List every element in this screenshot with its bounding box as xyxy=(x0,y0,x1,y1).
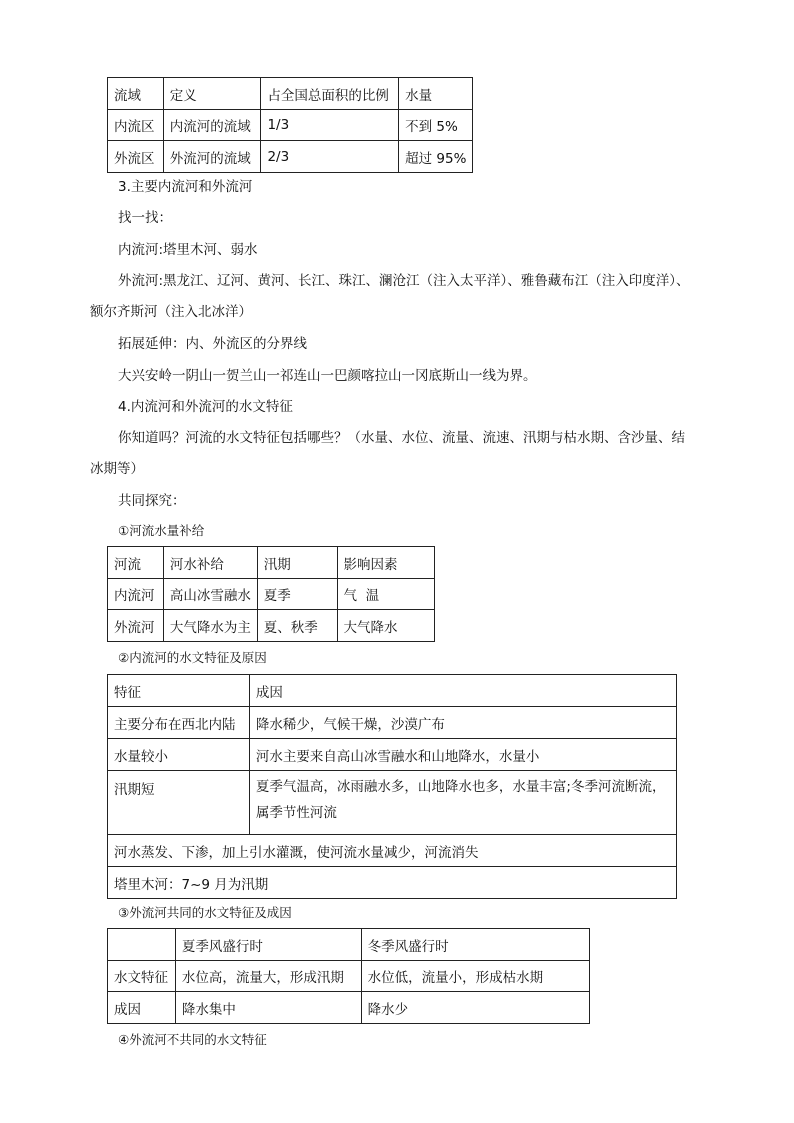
extend-title: 拓展延伸：内、外流区的分界线 xyxy=(118,336,307,352)
table-header-cell: 影响因素 xyxy=(337,547,435,579)
table-header-row xyxy=(108,675,677,707)
table-cell: 水量较小 xyxy=(108,739,250,771)
table-header-cell: 水量 xyxy=(399,78,473,110)
table-cell: 高山冰雪融水 xyxy=(163,579,257,610)
table-cell: 不到 5% xyxy=(399,110,473,141)
table-cell: 夏、秋季 xyxy=(257,610,337,642)
table-row xyxy=(108,835,677,867)
table-header-cell: 汛期 xyxy=(257,547,337,579)
section-3-title: 3.主要内流河和外流河 xyxy=(118,179,253,195)
explore-prompt: 共同探究： xyxy=(118,493,186,509)
table-cell: 外流河的流域 xyxy=(163,141,261,173)
table-cell: 成因 xyxy=(108,992,176,1024)
table-header-row xyxy=(108,547,435,579)
table-header-cell: 特征 xyxy=(108,675,250,707)
table-cell: 夏季气温高，冰雨融水多，山地降水也多，水量丰富;冬季河流断流，属季节性河流 xyxy=(249,771,676,835)
table-cell: 河水主要来自高山冰雪融水和山地降水，水量小 xyxy=(249,739,676,771)
outer-river-table xyxy=(107,928,590,1024)
table-cell: 主要分布在西北内陆 xyxy=(108,707,250,739)
inner-rivers: 内流河:塔里木河、弱水 xyxy=(118,242,258,258)
question-line1: 你知道吗？河流的水文特征包括哪些？（水量、水位、流量、流速、汛期与枯水期、含沙量、结 xyxy=(118,430,685,446)
table-cell: 水位低，流量小，形成枯水期 xyxy=(361,961,589,992)
table-cell: 大气降水 xyxy=(337,610,435,642)
table-cell: 河水蒸发、下渗，加上引水灌溉，使河流水量减少，河流消失 xyxy=(108,835,677,867)
table-cell: 塔里木河：7~9 月为汛期 xyxy=(108,867,677,899)
table-header-cell: 流域 xyxy=(108,78,164,110)
table-header-row xyxy=(108,78,473,110)
table-cell: 大气降水为主 xyxy=(163,610,257,642)
table-header-cell xyxy=(108,929,176,961)
table-row xyxy=(108,707,677,739)
caption-outer: ③外流河共同的水文特征及成因 xyxy=(118,905,292,920)
table-cell: 内流河 xyxy=(108,579,164,610)
table-cell: 降水稀少，气候干燥，沙漠广布 xyxy=(249,707,676,739)
table-cell: 水文特征 xyxy=(108,961,176,992)
caption-inner: ②内流河的水文特征及原因 xyxy=(118,650,267,665)
table-cell: 内流河的流域 xyxy=(163,110,261,141)
table-cell: 内流区 xyxy=(108,110,164,141)
table-cell: 水位高，流量大，形成汛期 xyxy=(175,961,361,992)
boundary-line: 大兴安岭一阴山一贺兰山一祁连山一巴颜喀拉山一冈底斯山一线为界。 xyxy=(118,368,537,384)
caption-outer-diff: ④外流河不共同的水文特征 xyxy=(118,1032,267,1047)
find-prompt: 找一找： xyxy=(118,210,172,226)
table-header-cell: 成因 xyxy=(249,675,676,707)
table-cell: 外流区 xyxy=(108,141,164,173)
table-cell: 汛期短 xyxy=(108,771,250,835)
caption-supply: ①河流水量补给 xyxy=(118,523,205,538)
table-row xyxy=(108,739,677,771)
table-row xyxy=(108,110,473,141)
table-cell: 气 温 xyxy=(337,579,435,610)
table-header-cell: 河水补给 xyxy=(163,547,257,579)
table-header-row xyxy=(108,929,590,961)
table-header-cell: 定义 xyxy=(163,78,261,110)
table-cell: 降水集中 xyxy=(175,992,361,1024)
table-header-cell: 河流 xyxy=(108,547,164,579)
table-row xyxy=(108,992,590,1024)
basin-table xyxy=(107,77,473,173)
table-cell: 降水少 xyxy=(361,992,589,1024)
table-row xyxy=(108,141,473,173)
table-row xyxy=(108,771,677,835)
inner-river-table xyxy=(107,674,677,899)
table-cell: 夏季 xyxy=(257,579,337,610)
section-4-title: 4.内流河和外流河的水文特征 xyxy=(118,399,293,415)
table-header-cell: 夏季风盛行时 xyxy=(175,929,361,961)
table-row xyxy=(108,610,435,642)
table-header-cell: 冬季风盛行时 xyxy=(361,929,589,961)
table-cell: 1/3 xyxy=(261,110,399,141)
outer-rivers-line2: 额尔齐斯河（注入北冰洋） xyxy=(90,304,252,320)
table-cell: 2/3 xyxy=(261,141,399,173)
question-line2: 冰期等） xyxy=(90,461,144,477)
table-row xyxy=(108,579,435,610)
table-cell: 外流河 xyxy=(108,610,164,642)
table-header-cell: 占全国总面积的比例 xyxy=(261,78,399,110)
table-row xyxy=(108,867,677,899)
table-row xyxy=(108,961,590,992)
supply-table xyxy=(107,546,435,642)
table-cell: 超过 95% xyxy=(399,141,473,173)
outer-rivers-line1: 外流河:黑龙江、辽河、黄河、长江、珠江、澜沧江（注入太平洋）、雅鲁藏布江（注入印度洋）、 xyxy=(118,273,690,289)
